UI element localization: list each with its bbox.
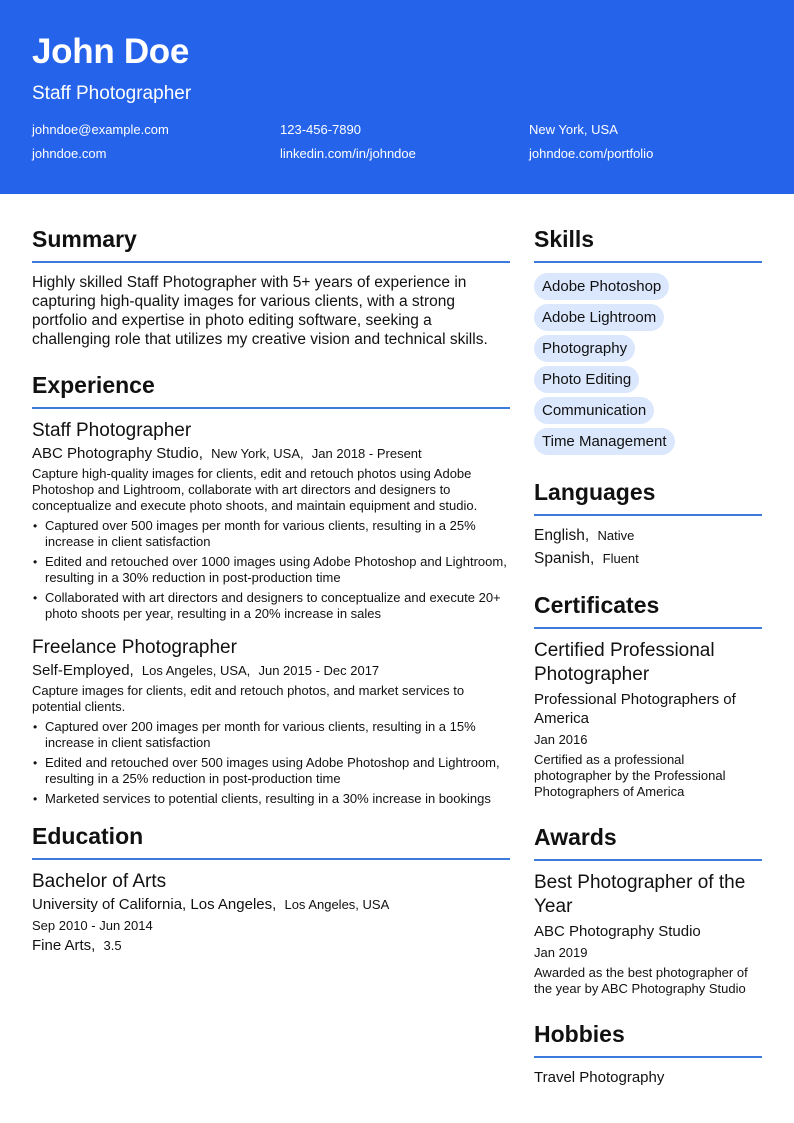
certificate-date: Jan 2016 [534, 732, 588, 747]
skills-heading: Skills [534, 224, 762, 263]
contact-email[interactable]: johndoe@example.com [32, 122, 169, 137]
education-school: University of California, Los Angeles, [32, 896, 277, 913]
experience-job-title: Staff Photographer [32, 420, 192, 441]
resume-header [0, 0, 794, 194]
contact-location: New York, USA [529, 122, 618, 137]
experience-location: New York, USA, [211, 446, 304, 461]
certificate-issuer: Professional Photographers of America [534, 691, 736, 727]
experience-company-line [32, 661, 510, 681]
hobbies-heading: Hobbies [534, 1019, 762, 1058]
summary-heading: Summary [32, 224, 510, 263]
experience-bullet: • Edited and retouched over 500 images using Adobe Photoshop and Lightroom, resulting in a 25% reduction in post-production time [32, 755, 510, 787]
language-item [534, 526, 762, 545]
certificates-heading: Certificates [534, 590, 762, 629]
skill-tag: Time Management [534, 428, 675, 455]
award-issuer: ABC Photography Studio [534, 923, 701, 940]
certificate-description: Certified as a professional photographer by the Professional Photographers of America [534, 752, 726, 799]
education-heading: Education [32, 821, 510, 860]
education-field-line [32, 936, 510, 956]
contact-phone[interactable]: 123-456-7890 [280, 122, 361, 137]
skill-tag: Communication [534, 397, 654, 424]
sidebar-column [534, 224, 762, 1087]
experience-description: Capture images for clients, edit and retouch photos, and market services to potential clients. [32, 683, 465, 714]
experience-bullets [32, 719, 510, 807]
experience-bullet: • Captured over 500 images per month for various clients, resulting in a 25% increase in client satisfaction [32, 518, 510, 550]
experience-description: Capture high-quality images for clients, edit and retouch photos using Adobe Photoshop and Lightroom, collaborate with art directors and designers to conceptualize and execute photo shoots, and maintain equipment and studio. [32, 466, 478, 513]
languages-list [534, 526, 762, 568]
award-title: Best Photographer of the Year [534, 872, 746, 917]
contact-linkedin[interactable]: linkedin.com/in/johndoe [280, 146, 416, 161]
experience-bullet: • Collaborated with art directors and designers to conceptualize and execute 20+ photo shoots per year, resulting in a 20% increase in sales [32, 590, 510, 622]
award-entry [534, 871, 762, 997]
language-level: Native [597, 528, 635, 543]
summary-text: Highly skilled Staff Photographer with 5+ years of experience in capturing high-quality images for various clients, with a strong portfolio and expertise in photo editing software, seeking a challenging role that utilizes my creative vision and technical skills. [32, 274, 488, 348]
language-level: Fluent [602, 551, 639, 566]
experience-bullets [32, 518, 510, 622]
experience-bullet: • Captured over 200 images per month for various clients, resulting in a 15% increase in client satisfaction [32, 719, 510, 751]
experience-company: ABC Photography Studio, [32, 445, 203, 462]
education-entry [32, 870, 510, 956]
skill-tag: Adobe Lightroom [534, 304, 664, 331]
experience-entry [32, 636, 510, 807]
skill-tag: Photography [534, 335, 635, 362]
contact-portfolio[interactable]: johndoe.com/portfolio [529, 146, 654, 161]
experience-dates: Jun 2015 - Dec 2017 [258, 663, 380, 678]
main-column [32, 224, 510, 956]
certificate-entry [534, 639, 762, 800]
language-name: Spanish, [534, 550, 595, 567]
skill-tag: Adobe Photoshop [534, 273, 669, 300]
education-location: Los Angeles, USA [284, 897, 390, 912]
experience-heading: Experience [32, 370, 510, 409]
education-school-line [32, 895, 510, 915]
education-dates: Sep 2010 - Jun 2014 [32, 918, 153, 933]
award-description: Awarded as the best photographer of the year by ABC Photography Studio [534, 965, 748, 996]
experience-bullet: • Edited and retouched over 1000 images using Adobe Photoshop and Lightroom, resulting in a 30% reduction in post-production time [32, 554, 510, 586]
experience-location: Los Angeles, USA, [141, 663, 251, 678]
awards-heading: Awards [534, 822, 762, 861]
language-item [534, 549, 762, 568]
experience-entry [32, 419, 510, 622]
experience-dates: Jan 2018 - Present [311, 446, 422, 461]
experience-bullet: • Marketed services to potential clients, resulting in a 30% increase in bookings [32, 791, 510, 807]
experience-company-line [32, 444, 510, 464]
language-name: English, [534, 527, 590, 544]
person-name: John Doe [32, 32, 190, 71]
skill-tag: Photo Editing [534, 366, 639, 393]
contact-website[interactable]: johndoe.com [32, 146, 107, 161]
job-title: Staff Photographer [32, 83, 192, 104]
languages-heading: Languages [534, 477, 762, 516]
certificate-title: Certified Professional Photographer [534, 640, 715, 685]
education-field: Fine Arts, [32, 937, 96, 954]
education-degree: Bachelor of Arts [32, 871, 167, 892]
education-gpa: 3.5 [103, 938, 122, 953]
skills-list [534, 273, 762, 455]
hobby-item: Travel Photography [534, 1069, 665, 1086]
award-date: Jan 2019 [534, 945, 588, 960]
experience-job-title: Freelance Photographer [32, 637, 237, 658]
experience-company: Self-Employed, [32, 662, 134, 679]
